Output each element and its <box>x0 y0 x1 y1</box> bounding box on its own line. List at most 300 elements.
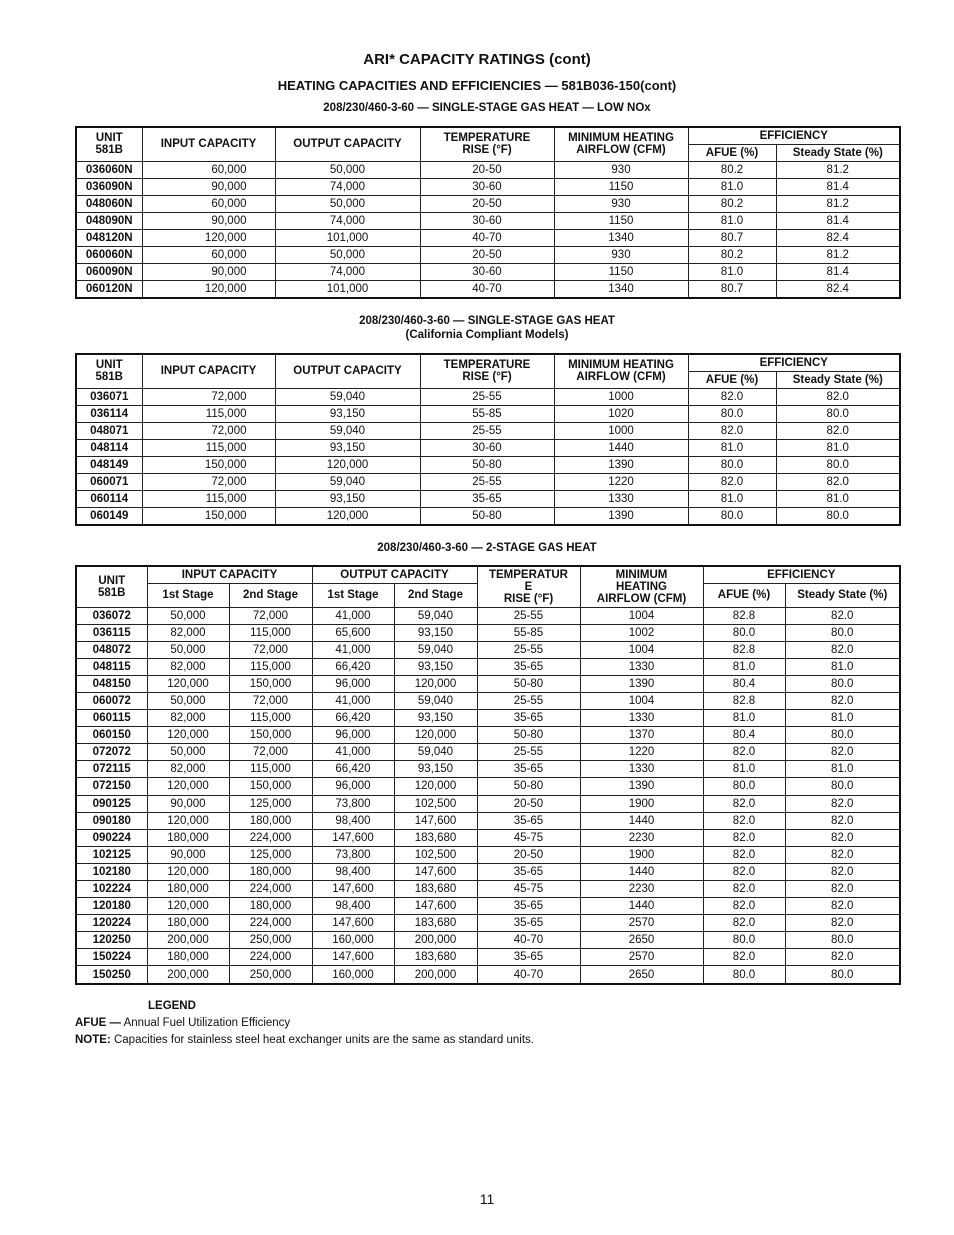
table-row <box>76 761 900 778</box>
value-cell: 30-60 <box>420 212 554 229</box>
unit-cell: 060090N <box>76 263 142 280</box>
value-cell: 80.7 <box>688 280 776 298</box>
value-cell: 81.4 <box>776 263 900 280</box>
unit-cell: 090180 <box>76 812 147 829</box>
value-cell: 93,150 <box>394 624 477 641</box>
value-cell: 1000 <box>554 388 688 405</box>
value-cell: 82.0 <box>776 422 900 439</box>
value-cell: 930 <box>554 246 688 263</box>
value-cell: 120,000 <box>142 280 275 298</box>
value-cell: 20-50 <box>477 795 580 812</box>
value-cell: 80.0 <box>703 624 785 641</box>
value-cell: 120,000 <box>147 778 229 795</box>
value-cell: 150,000 <box>142 456 275 473</box>
value-cell: 183,680 <box>394 829 477 846</box>
table-row <box>76 178 900 195</box>
value-cell: 102,500 <box>394 795 477 812</box>
unit-cell: 048114 <box>76 439 142 456</box>
value-cell: 50-80 <box>477 778 580 795</box>
value-cell: 120,000 <box>147 812 229 829</box>
value-cell: 1390 <box>580 778 703 795</box>
table-row <box>76 727 900 744</box>
value-cell: 90,000 <box>142 263 275 280</box>
value-cell: 66,420 <box>312 658 394 675</box>
value-cell: 180,000 <box>229 812 312 829</box>
value-cell: 81.0 <box>703 658 785 675</box>
output-capacity-header: OUTPUT CAPACITY <box>275 127 420 161</box>
value-cell: 90,000 <box>142 178 275 195</box>
value-cell: 59,040 <box>394 692 477 709</box>
value-cell: 1150 <box>554 212 688 229</box>
value-cell: 82.8 <box>703 692 785 709</box>
value-cell: 45-75 <box>477 829 580 846</box>
table-row <box>76 246 900 263</box>
value-cell: 50,000 <box>147 692 229 709</box>
unit-header: UNIT 581B <box>76 127 142 161</box>
value-cell: 74,000 <box>275 178 420 195</box>
table-row <box>76 456 900 473</box>
value-cell: 82.0 <box>688 388 776 405</box>
unit-cell: 090125 <box>76 795 147 812</box>
value-cell: 125,000 <box>229 795 312 812</box>
value-cell: 93,150 <box>275 405 420 422</box>
value-cell: 160,000 <box>312 932 394 949</box>
value-cell: 930 <box>554 161 688 178</box>
table-row <box>76 812 900 829</box>
unit-cell: 150224 <box>76 949 147 966</box>
value-cell: 25-55 <box>477 744 580 761</box>
value-cell: 115,000 <box>229 710 312 727</box>
value-cell: 40-70 <box>420 229 554 246</box>
value-cell: 250,000 <box>229 932 312 949</box>
value-cell: 82.0 <box>703 795 785 812</box>
value-cell: 102,500 <box>394 846 477 863</box>
value-cell: 115,000 <box>229 624 312 641</box>
min-airflow-header: MINIMUM HEATING AIRFLOW (CFM) <box>554 354 688 388</box>
unit-cell: 048149 <box>76 456 142 473</box>
unit-cell: 072115 <box>76 761 147 778</box>
value-cell: 82.0 <box>688 473 776 490</box>
value-cell: 82,000 <box>147 658 229 675</box>
unit-cell: 048071 <box>76 422 142 439</box>
value-cell: 96,000 <box>312 675 394 692</box>
unit-cell: 036060N <box>76 161 142 178</box>
value-cell: 59,040 <box>394 607 477 624</box>
value-cell: 2230 <box>580 881 703 898</box>
value-cell: 82,000 <box>147 624 229 641</box>
value-cell: 60,000 <box>142 161 275 178</box>
value-cell: 82.0 <box>703 898 785 915</box>
value-cell: 147,600 <box>394 863 477 880</box>
value-cell: 120,000 <box>147 675 229 692</box>
value-cell: 82.0 <box>703 744 785 761</box>
value-cell: 115,000 <box>142 439 275 456</box>
steady-state-header: Steady State (%) <box>785 583 900 607</box>
table-row <box>76 744 900 761</box>
table-row <box>76 898 900 915</box>
table-row <box>76 915 900 932</box>
value-cell: 101,000 <box>275 229 420 246</box>
unit-cell: 060120N <box>76 280 142 298</box>
value-cell: 147,600 <box>312 829 394 846</box>
value-cell: 1390 <box>554 456 688 473</box>
value-cell: 65,600 <box>312 624 394 641</box>
value-cell: 125,000 <box>229 846 312 863</box>
value-cell: 35-65 <box>477 915 580 932</box>
value-cell: 59,040 <box>394 641 477 658</box>
value-cell: 81.4 <box>776 212 900 229</box>
table-row <box>76 624 900 641</box>
min-airflow-header: MINIMUM HEATING AIRFLOW (CFM) <box>580 566 703 607</box>
value-cell: 25-55 <box>420 473 554 490</box>
value-cell: 160,000 <box>312 966 394 984</box>
value-cell: 45-75 <box>477 881 580 898</box>
value-cell: 147,600 <box>394 898 477 915</box>
value-cell: 120,000 <box>394 675 477 692</box>
value-cell: 150,000 <box>229 675 312 692</box>
unit-header: UNIT 581B <box>76 566 147 607</box>
value-cell: 74,000 <box>275 263 420 280</box>
value-cell: 93,150 <box>275 490 420 507</box>
value-cell: 72,000 <box>229 744 312 761</box>
value-cell: 82.0 <box>785 898 900 915</box>
value-cell: 82.0 <box>785 949 900 966</box>
table-row <box>76 863 900 880</box>
value-cell: 82.0 <box>785 607 900 624</box>
table-row <box>76 675 900 692</box>
unit-cell: 060060N <box>76 246 142 263</box>
output-capacity-header: OUTPUT CAPACITY <box>275 354 420 388</box>
table-row <box>76 473 900 490</box>
value-cell: 82.0 <box>703 829 785 846</box>
table-row <box>76 829 900 846</box>
value-cell: 2570 <box>580 915 703 932</box>
value-cell: 35-65 <box>477 710 580 727</box>
table-row <box>76 263 900 280</box>
value-cell: 147,600 <box>312 949 394 966</box>
value-cell: 82.8 <box>703 641 785 658</box>
temperature-rise-header: TEMPERATURE RISE (°F) <box>420 127 554 161</box>
value-cell: 81.0 <box>688 178 776 195</box>
value-cell: 72,000 <box>229 692 312 709</box>
unit-cell: 048120N <box>76 229 142 246</box>
value-cell: 50,000 <box>275 246 420 263</box>
value-cell: 80.0 <box>703 778 785 795</box>
value-cell: 93,150 <box>394 761 477 778</box>
value-cell: 147,600 <box>312 915 394 932</box>
value-cell: 115,000 <box>229 761 312 778</box>
table-row <box>76 966 900 984</box>
value-cell: 35-65 <box>477 949 580 966</box>
value-cell: 50,000 <box>147 607 229 624</box>
table1-caption: 208/230/460-3-60 — SINGLE-STAGE GAS HEAT — LOW NOx <box>323 102 651 114</box>
value-cell: 1900 <box>580 846 703 863</box>
value-cell: 80.0 <box>785 727 900 744</box>
value-cell: 30-60 <box>420 263 554 280</box>
value-cell: 82.0 <box>703 812 785 829</box>
value-cell: 1000 <box>554 422 688 439</box>
value-cell: 72,000 <box>142 422 275 439</box>
value-cell: 50,000 <box>275 161 420 178</box>
value-cell: 81.2 <box>776 246 900 263</box>
value-cell: 80.2 <box>688 161 776 178</box>
value-cell: 35-65 <box>477 863 580 880</box>
table-row <box>76 949 900 966</box>
efficiency-header: EFFICIENCY <box>688 354 900 371</box>
unit-cell: 060149 <box>76 507 142 525</box>
value-cell: 1370 <box>580 727 703 744</box>
value-cell: 200,000 <box>394 966 477 984</box>
value-cell: 82,000 <box>147 761 229 778</box>
low-nox-table <box>75 126 901 299</box>
value-cell: 1900 <box>580 795 703 812</box>
unit-cell: 150250 <box>76 966 147 984</box>
value-cell: 50-80 <box>477 675 580 692</box>
value-cell: 80.0 <box>703 932 785 949</box>
table2-caption: 208/230/460-3-60 — SINGLE-STAGE GAS HEAT (California Compliant Models) <box>359 315 615 341</box>
value-cell: 98,400 <box>312 863 394 880</box>
value-cell: 82.0 <box>703 846 785 863</box>
value-cell: 80.0 <box>785 624 900 641</box>
efficiency-header: EFFICIENCY <box>688 127 900 144</box>
table-row <box>76 229 900 246</box>
value-cell: 80.0 <box>688 507 776 525</box>
value-cell: 98,400 <box>312 812 394 829</box>
value-cell: 1330 <box>580 710 703 727</box>
value-cell: 81.0 <box>776 439 900 456</box>
value-cell: 1340 <box>554 229 688 246</box>
unit-cell: 060150 <box>76 727 147 744</box>
value-cell: 1330 <box>554 490 688 507</box>
table-row <box>76 507 900 525</box>
table-row <box>76 195 900 212</box>
value-cell: 81.0 <box>785 658 900 675</box>
input-capacity-header: INPUT CAPACITY <box>147 566 312 583</box>
value-cell: 80.0 <box>776 456 900 473</box>
input-stage1-header: 1st Stage <box>147 583 229 607</box>
unit-cell: 120180 <box>76 898 147 915</box>
value-cell: 82.0 <box>785 744 900 761</box>
value-cell: 81.0 <box>703 710 785 727</box>
page-title: ARI* CAPACITY RATINGS (cont) <box>363 51 591 68</box>
output-stage2-header: 2nd Stage <box>394 583 477 607</box>
value-cell: 180,000 <box>147 829 229 846</box>
value-cell: 80.2 <box>688 246 776 263</box>
value-cell: 82.0 <box>785 829 900 846</box>
input-stage2-header: 2nd Stage <box>229 583 312 607</box>
value-cell: 115,000 <box>142 405 275 422</box>
unit-cell: 102224 <box>76 881 147 898</box>
value-cell: 183,680 <box>394 881 477 898</box>
table-row <box>76 405 900 422</box>
unit-cell: 060114 <box>76 490 142 507</box>
value-cell: 1220 <box>554 473 688 490</box>
value-cell: 1440 <box>580 898 703 915</box>
value-cell: 150,000 <box>229 727 312 744</box>
legend-afue: AFUE — Annual Fuel Utilization Efficiency <box>75 1017 291 1029</box>
table-row <box>76 641 900 658</box>
value-cell: 82.0 <box>785 915 900 932</box>
unit-cell: 036071 <box>76 388 142 405</box>
value-cell: 25-55 <box>420 388 554 405</box>
value-cell: 55-85 <box>477 624 580 641</box>
value-cell: 40-70 <box>477 932 580 949</box>
steady-state-header: Steady State (%) <box>776 371 900 388</box>
table-row <box>76 692 900 709</box>
value-cell: 81.0 <box>785 761 900 778</box>
value-cell: 82.0 <box>785 641 900 658</box>
value-cell: 1004 <box>580 607 703 624</box>
table-row <box>76 490 900 507</box>
afue-header: AFUE (%) <box>688 371 776 388</box>
value-cell: 180,000 <box>147 915 229 932</box>
value-cell: 73,800 <box>312 846 394 863</box>
unit-cell: 048090N <box>76 212 142 229</box>
value-cell: 82.0 <box>785 692 900 709</box>
value-cell: 66,420 <box>312 710 394 727</box>
value-cell: 82.0 <box>785 812 900 829</box>
value-cell: 101,000 <box>275 280 420 298</box>
value-cell: 1330 <box>580 658 703 675</box>
value-cell: 30-60 <box>420 439 554 456</box>
value-cell: 1150 <box>554 178 688 195</box>
unit-cell: 036114 <box>76 405 142 422</box>
value-cell: 120,000 <box>142 229 275 246</box>
two-stage-table <box>75 565 901 985</box>
value-cell: 59,040 <box>275 422 420 439</box>
unit-cell: 048060N <box>76 195 142 212</box>
value-cell: 98,400 <box>312 898 394 915</box>
value-cell: 20-50 <box>477 846 580 863</box>
value-cell: 59,040 <box>394 744 477 761</box>
value-cell: 147,600 <box>312 881 394 898</box>
value-cell: 224,000 <box>229 949 312 966</box>
min-airflow-header: MINIMUM HEATING AIRFLOW (CFM) <box>554 127 688 161</box>
value-cell: 82.0 <box>785 846 900 863</box>
value-cell: 150,000 <box>142 507 275 525</box>
table-row <box>76 422 900 439</box>
value-cell: 180,000 <box>147 881 229 898</box>
value-cell: 66,420 <box>312 761 394 778</box>
unit-cell: 120224 <box>76 915 147 932</box>
steady-state-header: Steady State (%) <box>776 144 900 161</box>
value-cell: 82.4 <box>776 280 900 298</box>
value-cell: 80.0 <box>688 405 776 422</box>
value-cell: 1390 <box>554 507 688 525</box>
value-cell: 1440 <box>580 863 703 880</box>
value-cell: 80.2 <box>688 195 776 212</box>
value-cell: 120,000 <box>147 727 229 744</box>
value-cell: 40-70 <box>420 280 554 298</box>
value-cell: 200,000 <box>147 966 229 984</box>
value-cell: 115,000 <box>142 490 275 507</box>
value-cell: 2230 <box>580 829 703 846</box>
afue-header: AFUE (%) <box>703 583 785 607</box>
table-row <box>76 710 900 727</box>
value-cell: 90,000 <box>147 795 229 812</box>
value-cell: 1004 <box>580 692 703 709</box>
efficiency-header: EFFICIENCY <box>703 566 900 583</box>
value-cell: 82.0 <box>703 949 785 966</box>
value-cell: 82.0 <box>785 881 900 898</box>
value-cell: 96,000 <box>312 778 394 795</box>
table-row <box>76 280 900 298</box>
value-cell: 200,000 <box>147 932 229 949</box>
value-cell: 81.0 <box>703 761 785 778</box>
value-cell: 72,000 <box>229 607 312 624</box>
unit-cell: 048115 <box>76 658 147 675</box>
table-row <box>76 881 900 898</box>
value-cell: 80.0 <box>785 932 900 949</box>
value-cell: 41,000 <box>312 607 394 624</box>
value-cell: 81.0 <box>776 490 900 507</box>
value-cell: 41,000 <box>312 641 394 658</box>
value-cell: 147,600 <box>394 812 477 829</box>
value-cell: 120,000 <box>147 898 229 915</box>
table-row <box>76 607 900 624</box>
value-cell: 90,000 <box>142 212 275 229</box>
value-cell: 25-55 <box>477 607 580 624</box>
value-cell: 120,000 <box>275 456 420 473</box>
table-row <box>76 212 900 229</box>
value-cell: 80.0 <box>785 966 900 984</box>
table-row <box>76 161 900 178</box>
table3-caption: 208/230/460-3-60 — 2-STAGE GAS HEAT <box>377 542 597 554</box>
value-cell: 80.0 <box>785 778 900 795</box>
temperature-rise-header: TEMPERATURE RISE (°F) <box>420 354 554 388</box>
value-cell: 81.4 <box>776 178 900 195</box>
value-cell: 180,000 <box>229 863 312 880</box>
value-cell: 93,150 <box>394 710 477 727</box>
value-cell: 1150 <box>554 263 688 280</box>
afue-header: AFUE (%) <box>688 144 776 161</box>
value-cell: 1440 <box>580 812 703 829</box>
legend-heading: LEGEND <box>148 1000 196 1012</box>
table-row <box>76 846 900 863</box>
unit-cell: 102125 <box>76 846 147 863</box>
value-cell: 224,000 <box>229 915 312 932</box>
value-cell: 82.0 <box>703 881 785 898</box>
value-cell: 180,000 <box>147 949 229 966</box>
value-cell: 115,000 <box>229 658 312 675</box>
value-cell: 183,680 <box>394 915 477 932</box>
value-cell: 35-65 <box>477 898 580 915</box>
value-cell: 60,000 <box>142 246 275 263</box>
unit-cell: 060072 <box>76 692 147 709</box>
value-cell: 81.2 <box>776 195 900 212</box>
value-cell: 80.0 <box>776 507 900 525</box>
table-row <box>76 439 900 456</box>
value-cell: 82.0 <box>776 473 900 490</box>
california-table <box>75 353 901 526</box>
value-cell: 60,000 <box>142 195 275 212</box>
value-cell: 96,000 <box>312 727 394 744</box>
value-cell: 90,000 <box>147 846 229 863</box>
value-cell: 59,040 <box>275 473 420 490</box>
value-cell: 80.0 <box>688 456 776 473</box>
unit-cell: 072150 <box>76 778 147 795</box>
value-cell: 20-50 <box>420 195 554 212</box>
value-cell: 93,150 <box>394 658 477 675</box>
value-cell: 2570 <box>580 949 703 966</box>
value-cell: 20-50 <box>420 161 554 178</box>
value-cell: 82.0 <box>688 422 776 439</box>
legend-note: NOTE: Capacities for stainless steel heat exchanger units are the same as standard units. <box>75 1034 534 1046</box>
value-cell: 50-80 <box>477 727 580 744</box>
value-cell: 80.7 <box>688 229 776 246</box>
value-cell: 50-80 <box>420 456 554 473</box>
value-cell: 120,000 <box>394 727 477 744</box>
